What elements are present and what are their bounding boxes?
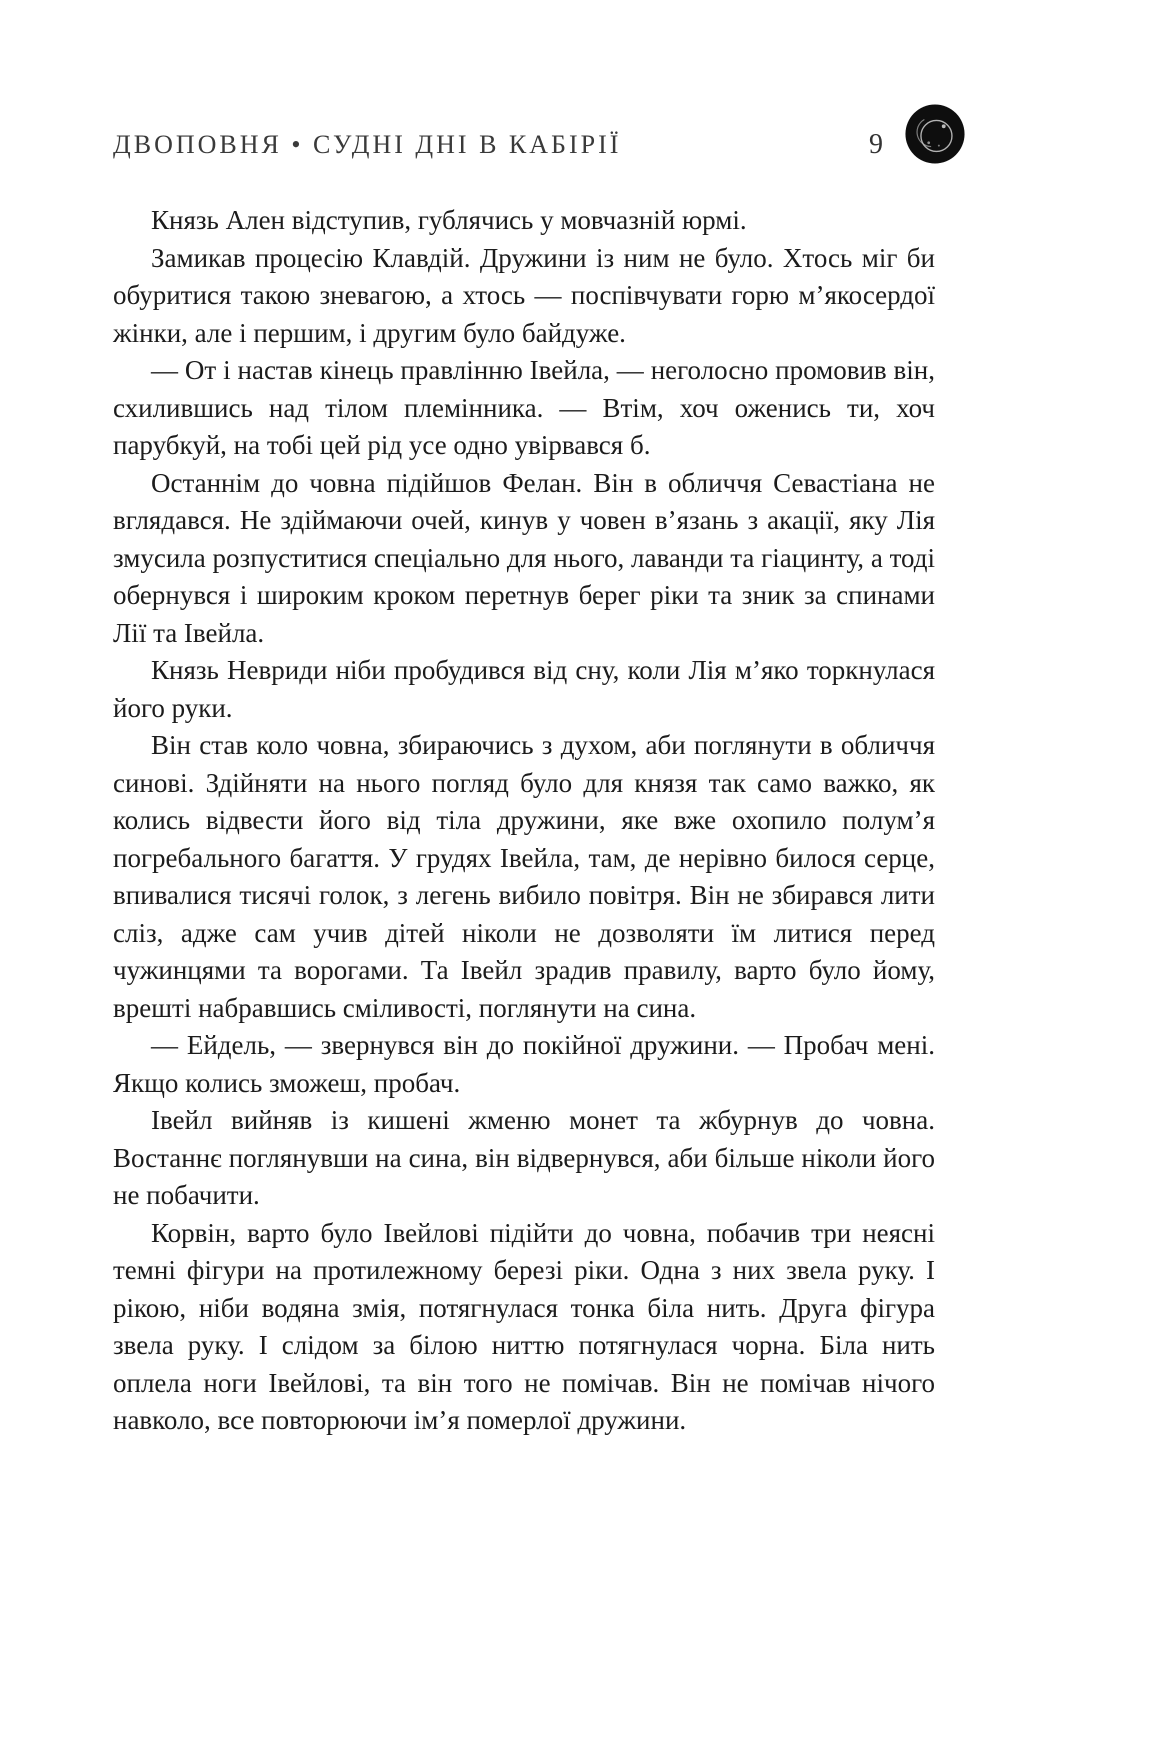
paragraph: Князь Ален відступив, гублячись у мовчазній юрмі. <box>151 205 747 235</box>
paragraph: Корвін, варто було Івейлові підійти до човна, побачив три неясні темні фігури на протилежному березі ріки. Одна з них звела руку. І рікою, ніби водяна змія, потягнулася тонка біла нить. Друга фігура звела руку. І слідом за білою ниттю потягнулася чорна. Біла нить оплела ноги Івейлові, та він того не помічав. Він не помічав нічого навколо, все повторюючи ім’я померлої дружини. <box>113 1217 935 1435</box>
page-body <box>113 202 935 1440</box>
paragraph: — Ейдель, — звернувся він до покійної дружини. — Пробач мені. Якщо колись зможеш, пробач. <box>113 1030 935 1098</box>
page-number: 9 <box>869 129 883 160</box>
paragraph: Він став коло човна, збираючись з духом, аби поглянути в обличчя синові. Здійняти на нього погляд було для князя так само важко, як колись відвести його від тіла дружини, яке вже охопило полум’я погребального багаття. У грудях Івейла, там, де нерівно билося серце, впивалися тисячі голок, з легень вибило повітря. Він не збирався лити сліз, адже сам учив дітей ніколи не дозволяти їм литися перед чужинцями та ворогами. Та Івейл зрадив правилу, варто було йому, врешті набравшись сміливості, поглянути на сина. <box>113 730 935 1023</box>
running-title: ДВОПОВНЯ • СУДНІ ДНІ В КАБІРІЇ <box>113 130 622 159</box>
paragraph: Останнім до човна підійшов Фелан. Він в обличчя Севастіана не вглядався. Не здіймаючи очей, кинув у човен в’язань з акації, яку Лія змусила розпуститися спеціально для нього, лаванди та гіацинту, а тоді обернувся і широким кроком перетнув берег ріки та зник за спинами Лії та Івейла. <box>113 467 935 648</box>
paragraph: — От і настав кінець правлінню Івейла, — неголосно промовив він, схилившись над тілом племінника. — Втім, хоч оженись ти, хоч парубкуй, на тобі цей рід усе одно увірвався б. <box>113 355 935 460</box>
two-moons-emblem-icon <box>904 103 966 165</box>
paragraph: Івейл вийняв із кишені жменю монет та жбурнув до човна. Востаннє поглянувши на сина, він відвернувся, аби більше ніколи його не побачити. <box>113 1105 935 1210</box>
page-header <box>113 130 935 160</box>
paragraph: Князь Невриди ніби пробудився від сну, коли Лія м’яко торкнулася його руки. <box>113 655 935 723</box>
paragraph: Замикав процесію Клавдій. Дружини із ним не було. Хтось міг би обуритися такою зневагою, а хтось — поспівчувати горю м’якосердої жінки, але і першим, і другим було байдуже. <box>113 242 935 348</box>
